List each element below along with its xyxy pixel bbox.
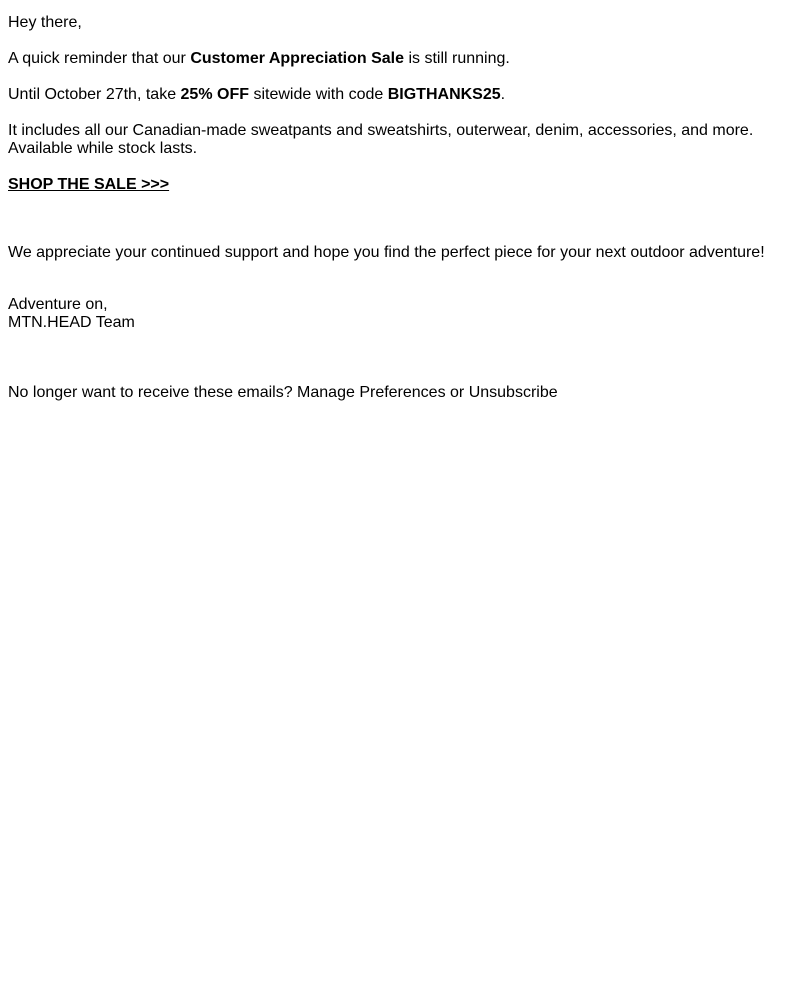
unsubscribe-link[interactable]: Unsubscribe xyxy=(468,384,558,401)
offer-text-after: . xyxy=(500,86,506,103)
footer-paragraph xyxy=(8,384,792,402)
offer-paragraph xyxy=(8,86,792,104)
includes-paragraph xyxy=(8,122,792,158)
signoff-team-name: MTN.HEAD Team xyxy=(8,314,135,331)
promo-code: BIGTHANKS25 xyxy=(387,86,501,103)
greeting-text: Hey there, xyxy=(8,14,82,31)
includes-line-2: Available while stock lasts. xyxy=(8,140,198,157)
cta-paragraph xyxy=(8,176,792,194)
signoff-line-1: Adventure on, xyxy=(8,296,108,313)
sale-name: Customer Appreciation Sale xyxy=(190,50,404,67)
footer-text-middle: or xyxy=(445,384,469,401)
reminder-text-before: A quick reminder that our xyxy=(8,50,191,67)
discount-amount: 25% OFF xyxy=(180,86,249,103)
reminder-text-after: is still running. xyxy=(404,50,510,67)
reminder-paragraph xyxy=(8,50,792,68)
includes-line-1: It includes all our Canadian-made sweatpants and sweatshirts, outerwear, denim, accessories, and more. xyxy=(8,122,754,139)
appreciation-text: We appreciate your continued support and hope you find the perfect piece for your next outdoor adventure! xyxy=(8,244,765,261)
manage-preferences-link[interactable]: Manage Preferences xyxy=(297,384,446,401)
shop-the-sale-link[interactable]: SHOP THE SALE >>> xyxy=(8,176,170,193)
signoff-block xyxy=(8,296,792,332)
offer-text-before: Until October 27th, take xyxy=(8,86,181,103)
email-body xyxy=(0,0,800,402)
footer-text-before: No longer want to receive these emails? xyxy=(8,384,298,401)
offer-text-middle: sitewide with code xyxy=(249,86,388,103)
